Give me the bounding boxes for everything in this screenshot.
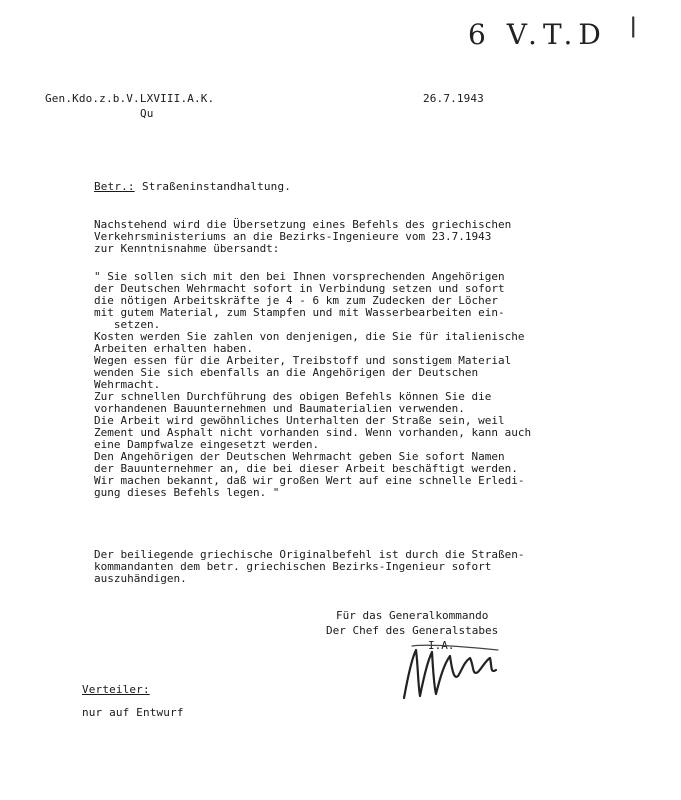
signature-line: Für das Generalkommando [336,609,489,622]
quote-line: der Deutschen Wehrmacht sofort in Verbindung setzen und sofort [94,282,505,295]
quote-line: setzen. [94,318,161,331]
intro-line: zur Kenntnisnahme übersandt: [94,242,280,255]
quote-line: Wegen essen für die Arbeiter, Treibstoff und sonstigem Material [94,354,512,367]
intro-line: Verkehrsministeriums an die Bezirks-Ingenieure vom 23.7.1943 [94,230,492,243]
closing-line: kommandanten dem betr. griechischen Bezirks-Ingenieur sofort [94,560,492,573]
quote-line: Zement und Asphalt nicht vorhanden sind. Wenn vorhanden, kann auch [94,426,532,439]
signature-line: Der Chef des Generalstabes [326,624,499,637]
quote-line: vorhandenen Bauunternehmen und Baumaterialien verwenden. [94,402,465,415]
subject-label: Betr.: [94,180,135,193]
handwritten-stamp: 6 V.T.D [468,18,607,51]
quote-line: " Sie sollen sich mit den bei Ihnen vorsprechenden Angehörigen [94,270,505,283]
quote-line: Wehrmacht. [94,378,161,391]
sender-line: Gen.Kdo.z.b.V.LXVIII.A.K. [45,92,215,105]
quote-line: Zur schnellen Durchführung des obigen Befehls können Sie die [94,390,492,403]
quote-line: Wir machen bekannt, daß wir großen Wert auf eine schnelle Erledi- [94,474,525,487]
closing-line: Der beiliegende griechische Originalbefehl ist durch die Straßen- [94,548,525,561]
intro-line: Nachstehend wird die Übersetzung eines Befehls des griechischen [94,218,512,231]
quote-line: Arbeiten erhalten haben. [94,342,253,355]
closing-line: auszuhändigen. [94,572,187,585]
quote-line: Die Arbeit wird gewöhnliches Unterhalten der Straße sein, weil [94,414,505,427]
quote-line: Den Angehörigen der Deutschen Wehrmacht geben Sie sofort Namen [94,450,505,463]
handwritten-mark: ǀ [630,14,637,39]
quote-line: die nötigen Arbeitskräfte je 4 - 6 km zum Zudecken der Löcher [94,294,498,307]
quote-line: Kosten werden Sie zahlen von denjenigen, die Sie für italienische [94,330,525,343]
signature-line: I.A. [428,639,455,652]
quote-line: gung dieses Befehls legen. " [94,486,280,499]
quote-line: wenden Sie sich ebenfalls an die Angehörigen der Deutschen [94,366,479,379]
quote-line: mit gutem Material, zum Stampfen und mit Wasserbearbeiten ein- [94,306,505,319]
distribution-text: nur auf Entwurf [82,706,184,719]
quote-line: der Bauunternehmer an, die bei dieser Arbeit beschäftigt werden. [94,462,518,475]
quote-line: eine Dampfwalze eingesetzt werden. [94,438,320,451]
sender-sub: Qu [140,107,154,120]
distribution-label: Verteiler: [82,683,150,696]
handwritten-signature [398,636,508,704]
date: 26.7.1943 [423,92,484,105]
subject-text: Straßeninstandhaltung. [142,180,291,193]
